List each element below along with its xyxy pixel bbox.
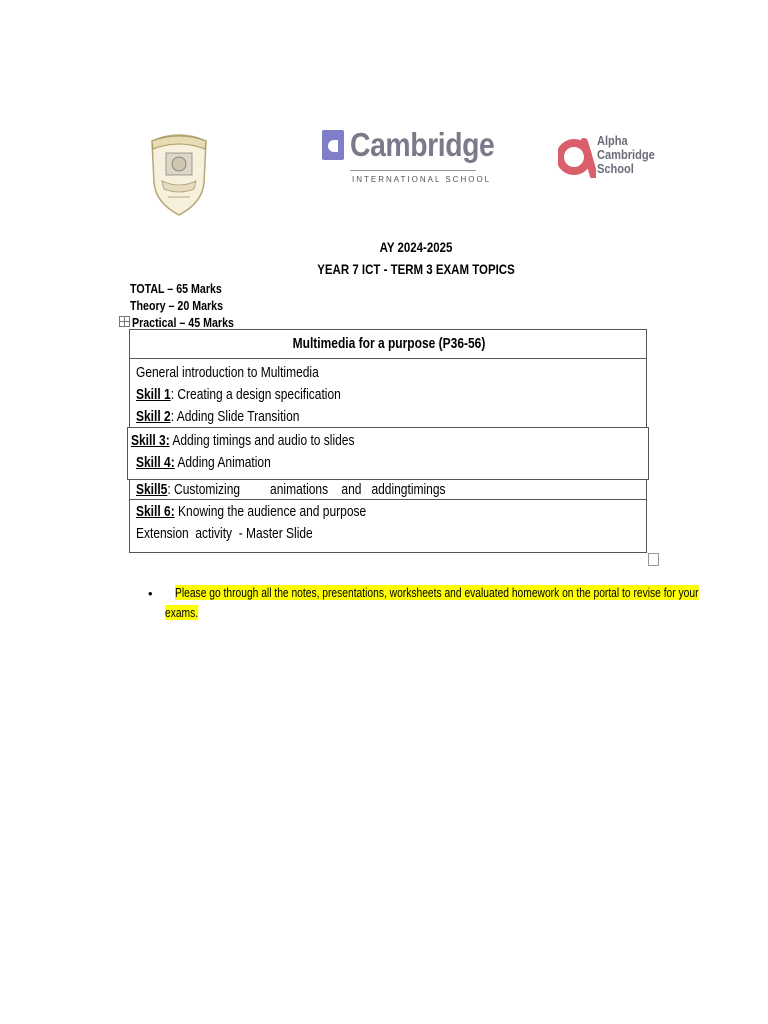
skill-4-label: Skill 4: — [136, 454, 175, 471]
skill-2-line — [136, 408, 299, 425]
bullet-icon: • — [148, 586, 153, 601]
practical-marks: Practical – 45 Marks — [132, 315, 234, 330]
alpha-cambridge-school-logo — [558, 134, 668, 182]
revision-note-line-1: Please go through all the notes, presentations, worksheets and evaluated homework on the portal to revise for your — [175, 585, 699, 600]
revision-note-line-2: exams. — [165, 605, 199, 620]
skill-1-line — [136, 386, 341, 403]
skill-6-text: Knowing the audience and purpose — [174, 503, 367, 520]
table-row — [129, 499, 647, 553]
skill-2-text: : Adding Slide Transition — [170, 408, 300, 425]
cambridge-mark-icon — [322, 130, 344, 160]
exam-topics-title: YEAR 7 ICT - TERM 3 EXAM TOPICS — [317, 261, 515, 277]
skill-3-label: Skill 3: — [131, 432, 170, 449]
skill-1-text: : Creating a design specification — [170, 386, 341, 403]
skill-4-line — [136, 454, 271, 471]
table-move-handle-icon[interactable] — [119, 316, 130, 327]
skill-4-text: Adding Animation — [174, 454, 271, 471]
skill-1-label: Skill 1 — [136, 386, 171, 403]
cambridge-subtitle: INTERNATIONAL SCHOOL — [352, 175, 492, 184]
total-marks: TOTAL – 65 Marks — [130, 281, 222, 296]
table-row — [129, 479, 647, 500]
skill-3-text: Adding timings and audio to slides — [169, 432, 355, 449]
alpha-line-2: Cambridge — [597, 147, 655, 162]
academic-year-title: AY 2024-2025 — [379, 239, 453, 255]
cambridge-wordmark: Cambridge — [350, 126, 495, 163]
skill-2-label: Skill 2 — [136, 408, 171, 425]
skill-5-line — [136, 481, 446, 498]
school-crest-logo — [148, 131, 210, 217]
table-resize-handle-icon[interactable] — [648, 553, 659, 566]
skill-5-text: : Customizing animations and addingtimings — [167, 481, 446, 498]
alpha-wordmark — [597, 134, 655, 176]
table-row — [127, 427, 649, 480]
alpha-line-1: Alpha — [597, 133, 628, 148]
skill-6-line — [136, 503, 366, 520]
theory-marks: Theory – 20 Marks — [130, 298, 224, 313]
alpha-mark-icon — [558, 136, 596, 178]
table-row — [129, 358, 647, 428]
cambridge-divider — [350, 170, 476, 171]
skill-3-line — [131, 432, 354, 449]
table-heading: Multimedia for a purpose (P36-56) — [292, 335, 486, 352]
table-header-row — [129, 329, 647, 359]
skill-6-label: Skill 6: — [136, 503, 175, 520]
extension-line: Extension activity - Master Slide — [136, 525, 313, 542]
alpha-line-3: School — [597, 161, 634, 176]
cambridge-international-logo — [322, 126, 495, 188]
intro-line: General introduction to Multimedia — [136, 364, 319, 381]
skill-5-label: Skill5 — [136, 481, 168, 498]
